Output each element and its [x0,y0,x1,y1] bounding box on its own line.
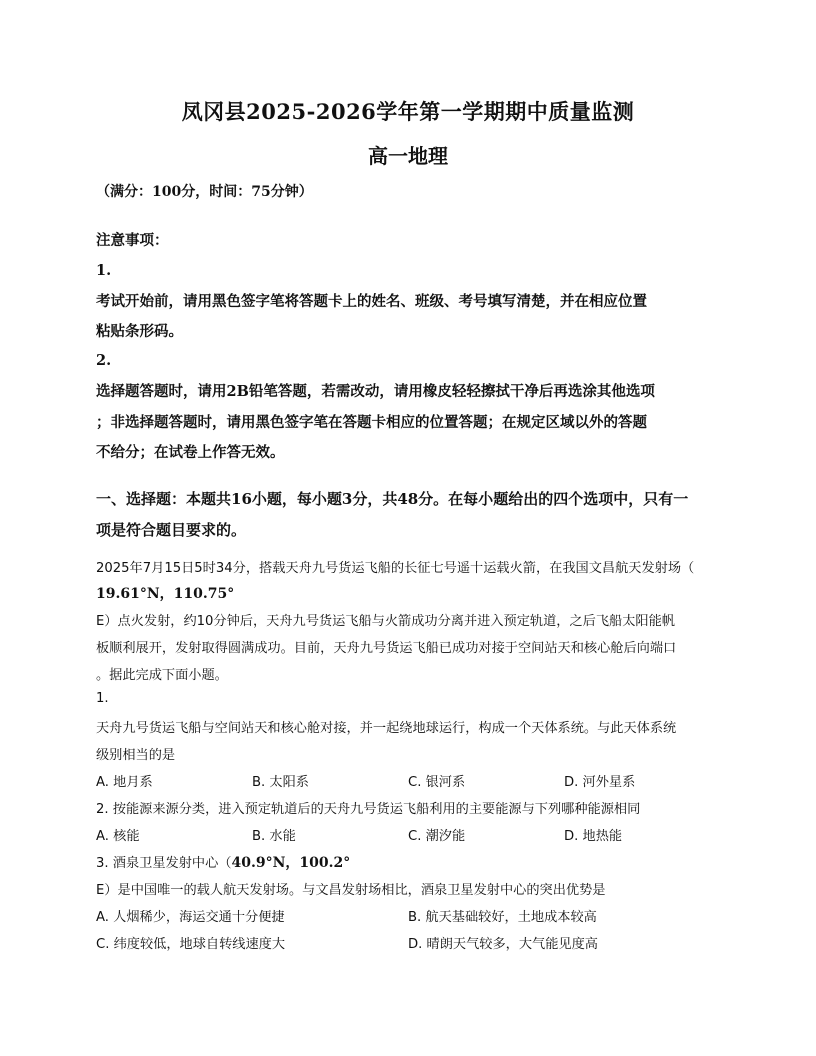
question-2-option-c[interactable]: C. 潮汐能 [408,829,466,844]
question-2-stem: 2. 按能源来源分类，进入预定轨道后的天舟九号货运飞船利用的主要能源与下列哪种能源相同 [96,802,641,817]
question-3-option-b[interactable]: B. 航天基础较好，土地成本较高 [408,910,597,925]
question-3-line-2: E）是中国唯一的载人航天发射场。与文昌发射场相比，酒泉卫星发射中心的突出优势是 [96,883,606,898]
question-1-number: 1. [96,691,109,706]
question-3-option-c[interactable]: C. 纬度较低，地球自转线速度大 [96,937,286,952]
question-1-line-2: 级别相当的是 [96,748,176,763]
note-1-line-1: 考试开始前，请用黑色签字笔将答题卡上的姓名、班级、考号填写清楚，并在相应位置 [96,293,647,310]
question-2-option-a[interactable]: A. 核能 [96,829,140,844]
note-2-number: 2. [96,352,112,369]
passage-line-1: 2025年7月15日5时34分，搭载天舟九号货运飞船的长征七号遥十运载火箭，在我国文昌航天发射场（ [96,561,695,576]
note-1-line-2: 粘贴条形码。 [96,323,183,340]
passage-line-5: 。据此完成下面小题。 [96,668,228,683]
question-2-option-d[interactable]: D. 地热能 [564,829,623,844]
question-2-option-b[interactable]: B. 水能 [252,829,296,844]
section-1-line-2: 项是符合题目要求的。 [96,521,247,539]
notes-heading: 注意事项： [96,232,169,249]
question-1-line-1: 天舟九号货运飞船与空间站天和核心舱对接，并一起绕地球运行，构成一个天体系统。与此天体系统 [96,721,677,736]
note-2-line-1: 选择题答题时，请用2B铅笔答题，若需改动，请用橡皮轻轻擦拭干净后再选涂其他选项 [96,383,655,400]
note-2-line-3: 不给分；在试卷上作答无效。 [96,444,285,461]
question-1-option-a[interactable]: A. 地月系 [96,775,153,790]
exam-meta: （满分：100分，时间：75分钟） [96,184,313,200]
question-1-option-c[interactable]: C. 银河系 [408,775,466,790]
question-3-option-a[interactable]: A. 人烟稀少，海运交通十分便捷 [96,910,285,925]
passage-line-3: E）点火发射，约10分钟后，天舟九号货运飞船与火箭成功分离并进入预定轨道，之后飞船太阳能帆 [96,614,675,629]
question-1-option-d[interactable]: D. 河外星系 [564,775,636,790]
exam-subject: 高一地理 [368,144,448,168]
note-2-line-2: ；非选择题答题时，请用黑色签字笔在答题卡相应的位置答题；在规定区域以外的答题 [96,414,647,431]
question-3-coordinate: 40.9°N，100.2° [231,855,351,871]
question-3-option-d[interactable]: D. 晴朗天气较多，大气能见度高 [408,937,598,952]
question-3-line-1 [96,852,350,872]
section-1-line-1: 一、选择题：本题共16小题，每小题3分，共48分。在每小题给出的四个选项中，只有一 [96,490,689,508]
question-1-option-b[interactable]: B. 太阳系 [252,775,309,790]
exam-title: 凤冈县2025-2026学年第一学期期中质量监测 [181,99,635,124]
passage-coordinate: 19.61°N，110.75° [96,586,235,602]
note-1-number: 1. [96,262,112,279]
question-3-stem-prefix: 3. 酒泉卫星发射中心（ [96,856,232,871]
passage-line-4: 板顺利展开，发射取得圆满成功。目前，天舟九号货运飞船已成功对接于空间站天和核心舱后向端口 [96,641,677,656]
